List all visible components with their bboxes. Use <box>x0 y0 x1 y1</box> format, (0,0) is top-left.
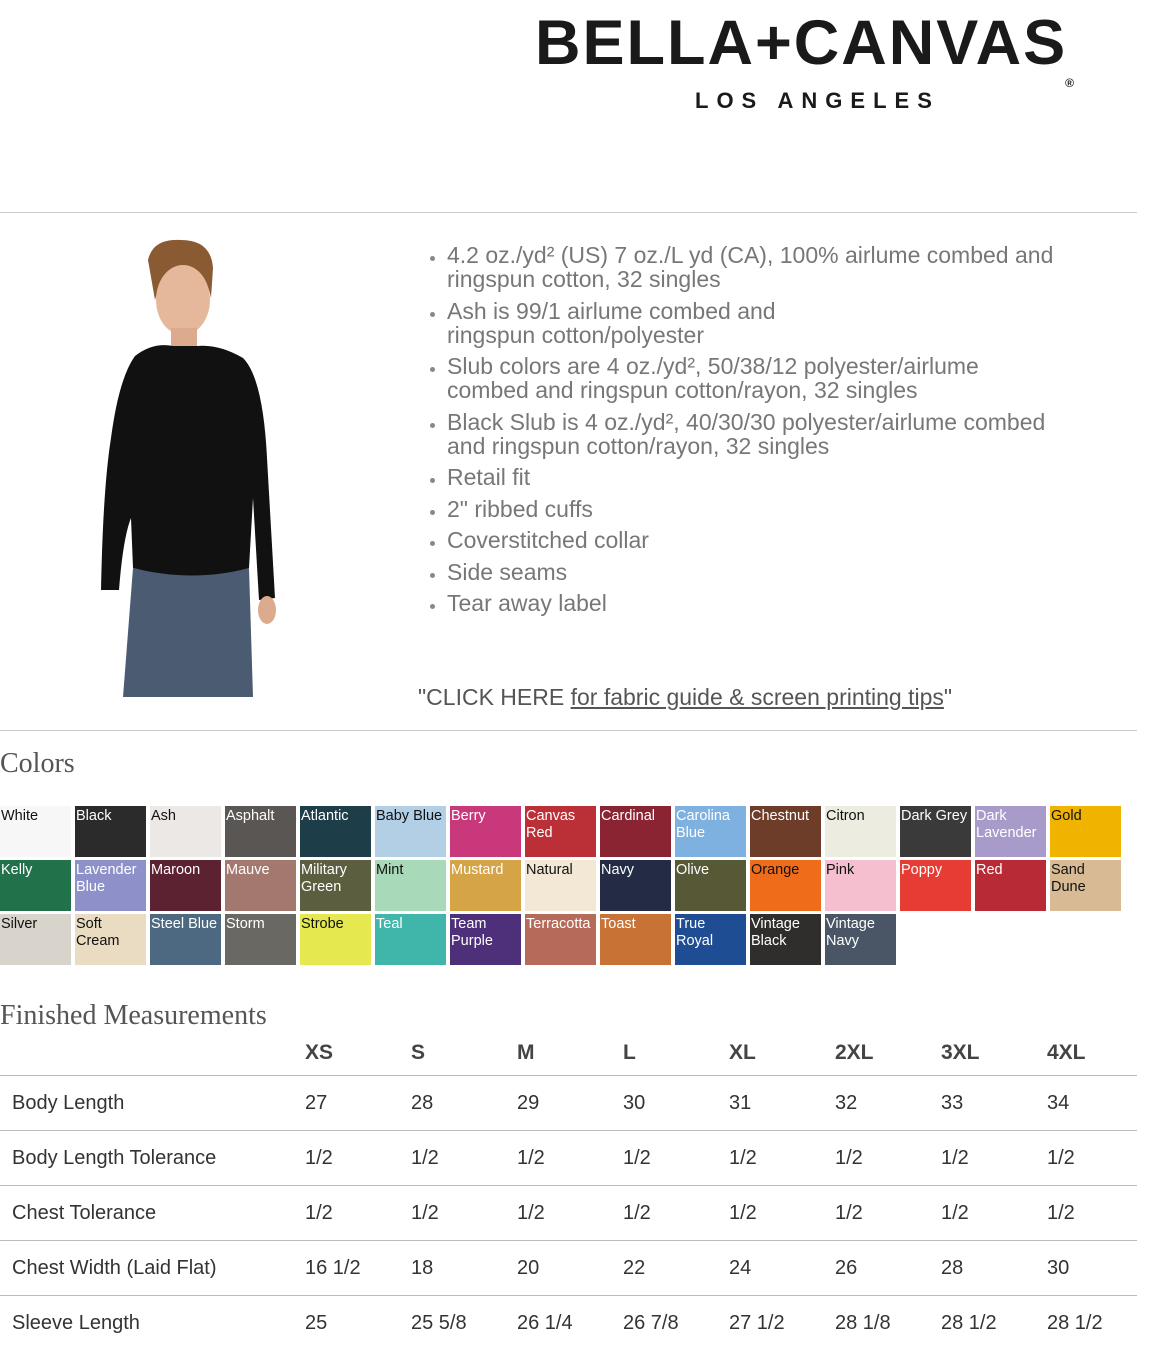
size-header: 2XL <box>835 1041 941 1076</box>
color-swatch[interactable]: Strobe <box>300 914 371 965</box>
feature-item: • Tear away label <box>447 591 1147 615</box>
measurement-value: 30 <box>1047 1241 1137 1296</box>
measurement-value: 31 <box>729 1076 835 1131</box>
measurement-row <box>0 1131 1137 1186</box>
feature-item: • Slub colors are 4 oz./yd², 50/38/12 polyester/airlume combed and ringspun cotton/rayon, 32 singles <box>447 354 1022 402</box>
product-photo <box>93 238 276 697</box>
color-swatch[interactable]: Dark Grey <box>900 806 971 857</box>
color-swatch[interactable]: Toast <box>600 914 671 965</box>
measurement-value: 24 <box>729 1241 835 1296</box>
size-header: XL <box>729 1041 835 1076</box>
color-swatch[interactable]: Soft Cream <box>75 914 146 965</box>
measurement-value: 29 <box>517 1076 623 1131</box>
measurement-value: 26 7/8 <box>623 1296 729 1350</box>
measurement-value: 30 <box>623 1076 729 1131</box>
measurement-value: 26 1/4 <box>517 1296 623 1350</box>
color-swatch[interactable]: Pink <box>825 860 896 911</box>
measurement-row <box>0 1076 1137 1131</box>
color-swatch[interactable]: Atlantic <box>300 806 371 857</box>
measurement-value: 28 1/8 <box>835 1296 941 1350</box>
measurement-label: Body Length <box>0 1076 305 1131</box>
measurement-value: 1/2 <box>517 1131 623 1186</box>
measurement-value: 1/2 <box>623 1131 729 1186</box>
feature-item: • 4.2 oz./yd² (US) 7 oz./L yd (CA), 100% airlume combed and ringspun cotton, 32 singles <box>447 243 1147 291</box>
measurement-value: 26 <box>835 1241 941 1296</box>
brand-logo <box>535 8 1137 78</box>
size-header: L <box>623 1041 729 1076</box>
measurement-value: 33 <box>941 1076 1047 1131</box>
measurement-label: Body Length Tolerance <box>0 1131 305 1186</box>
color-swatch[interactable]: Vintage Navy <box>825 914 896 965</box>
divider <box>0 730 1137 731</box>
color-swatch[interactable]: Mauve <box>225 860 296 911</box>
measurement-label: Chest Tolerance <box>0 1186 305 1241</box>
measurement-value: 1/2 <box>623 1186 729 1241</box>
measurement-value: 25 <box>305 1296 411 1350</box>
color-swatch[interactable]: Ash <box>150 806 221 857</box>
measurements-table <box>0 1041 1137 1350</box>
color-swatch[interactable]: Steel Blue <box>150 914 221 965</box>
color-swatch[interactable]: Asphalt <box>225 806 296 857</box>
color-swatch[interactable]: Citron <box>825 806 896 857</box>
color-swatch[interactable]: Mustard <box>450 860 521 911</box>
color-swatch[interactable]: Cardinal <box>600 806 671 857</box>
color-swatch[interactable]: Orange <box>750 860 821 911</box>
color-swatch[interactable]: Berry <box>450 806 521 857</box>
color-swatch[interactable]: Silver <box>0 914 71 965</box>
measurement-value: 1/2 <box>729 1131 835 1186</box>
color-swatch[interactable]: Sand Dune <box>1050 860 1121 911</box>
size-header: XS <box>305 1041 411 1076</box>
brand-location: LOS ANGELES <box>695 88 940 114</box>
measurement-value: 25 5/8 <box>411 1296 517 1350</box>
measurement-value: 1/2 <box>941 1131 1047 1186</box>
color-swatch[interactable]: Poppy <box>900 860 971 911</box>
measurement-value: 18 <box>411 1241 517 1296</box>
feature-item: • Retail fit <box>447 465 1147 489</box>
size-header: S <box>411 1041 517 1076</box>
fabric-guide-link[interactable]: for fabric guide & screen printing tips <box>571 684 944 710</box>
size-header: 4XL <box>1047 1041 1137 1076</box>
size-header: 3XL <box>941 1041 1047 1076</box>
measurement-row <box>0 1296 1137 1350</box>
color-swatch[interactable]: Olive <box>675 860 746 911</box>
measurement-value: 1/2 <box>411 1131 517 1186</box>
color-swatch[interactable]: White <box>0 806 71 857</box>
color-swatch[interactable]: Baby Blue <box>375 806 446 857</box>
color-swatch[interactable]: Maroon <box>150 860 221 911</box>
divider <box>0 212 1137 213</box>
measurement-value: 27 <box>305 1076 411 1131</box>
measurement-label: Sleeve Length <box>0 1296 305 1350</box>
measurement-value: 34 <box>1047 1076 1137 1131</box>
measurement-value: 32 <box>835 1076 941 1131</box>
color-swatch[interactable]: Natural <box>525 860 596 911</box>
measurement-value: 1/2 <box>835 1131 941 1186</box>
measurement-value: 1/2 <box>941 1186 1047 1241</box>
color-swatch[interactable]: Teal <box>375 914 446 965</box>
color-swatch[interactable]: Mint <box>375 860 446 911</box>
size-header: M <box>517 1041 623 1076</box>
color-swatch[interactable]: Gold <box>1050 806 1121 857</box>
color-swatch[interactable]: Vintage Black <box>750 914 821 965</box>
color-swatch[interactable]: Kelly <box>0 860 71 911</box>
feature-item: • Side seams <box>447 560 1147 584</box>
measurement-value: 1/2 <box>305 1186 411 1241</box>
color-swatch[interactable]: True Royal <box>675 914 746 965</box>
color-swatch[interactable]: Chestnut <box>750 806 821 857</box>
measurement-value: 22 <box>623 1241 729 1296</box>
color-swatch[interactable]: Dark Lavender <box>975 806 1046 857</box>
brand-name: BELLA+CANVAS® <box>535 8 1137 78</box>
measurement-label: Chest Width (Laid Flat) <box>0 1241 305 1296</box>
color-swatch[interactable]: Storm <box>225 914 296 965</box>
measurement-value: 28 <box>941 1241 1047 1296</box>
measurement-value: 28 1/2 <box>1047 1296 1137 1350</box>
color-swatch[interactable]: Carolina Blue <box>675 806 746 857</box>
measurement-row <box>0 1241 1137 1296</box>
color-swatch[interactable]: Team Purple <box>450 914 521 965</box>
feature-list <box>420 243 1147 623</box>
measurement-value: 28 <box>411 1076 517 1131</box>
measurement-value: 1/2 <box>411 1186 517 1241</box>
measurement-value: 1/2 <box>517 1186 623 1241</box>
measurements-title: Finished Measurements <box>0 1000 267 1032</box>
color-swatch[interactable]: Black <box>75 806 146 857</box>
measurement-value: 1/2 <box>305 1131 411 1186</box>
measurement-value: 1/2 <box>835 1186 941 1241</box>
header-blank <box>0 1041 305 1076</box>
registered-mark: ® <box>1065 76 1076 90</box>
feature-item: • Black Slub is 4 oz./yd², 40/30/30 polyester/airlume combed and ringspun cotton/rayon, 32 singles <box>447 410 1052 458</box>
measurement-value: 1/2 <box>1047 1131 1137 1186</box>
feature-item: • Ash is 99/1 airlume combed and ringspun cotton/polyester <box>447 299 807 347</box>
measurement-row <box>0 1186 1137 1241</box>
color-swatch[interactable]: Canvas Red <box>525 806 596 857</box>
feature-item: • Coverstitched collar <box>447 528 1147 552</box>
fabric-guide-callout: "CLICK HERE for fabric guide & screen printing tips" <box>418 684 952 711</box>
measurement-value: 20 <box>517 1241 623 1296</box>
feature-item: • 2" ribbed cuffs <box>447 497 1147 521</box>
color-swatch[interactable]: Red <box>975 860 1046 911</box>
colors-title: Colors <box>0 748 75 780</box>
size-header-row <box>0 1041 1137 1076</box>
measurement-value: 28 1/2 <box>941 1296 1047 1350</box>
measurement-value: 27 1/2 <box>729 1296 835 1350</box>
measurement-value: 1/2 <box>729 1186 835 1241</box>
color-swatch[interactable]: Navy <box>600 860 671 911</box>
color-swatch[interactable]: Lavender Blue <box>75 860 146 911</box>
color-swatch[interactable]: Military Green <box>300 860 371 911</box>
measurement-value: 16 1/2 <box>305 1241 411 1296</box>
color-swatch[interactable]: Terracotta <box>525 914 596 965</box>
measurement-value: 1/2 <box>1047 1186 1137 1241</box>
